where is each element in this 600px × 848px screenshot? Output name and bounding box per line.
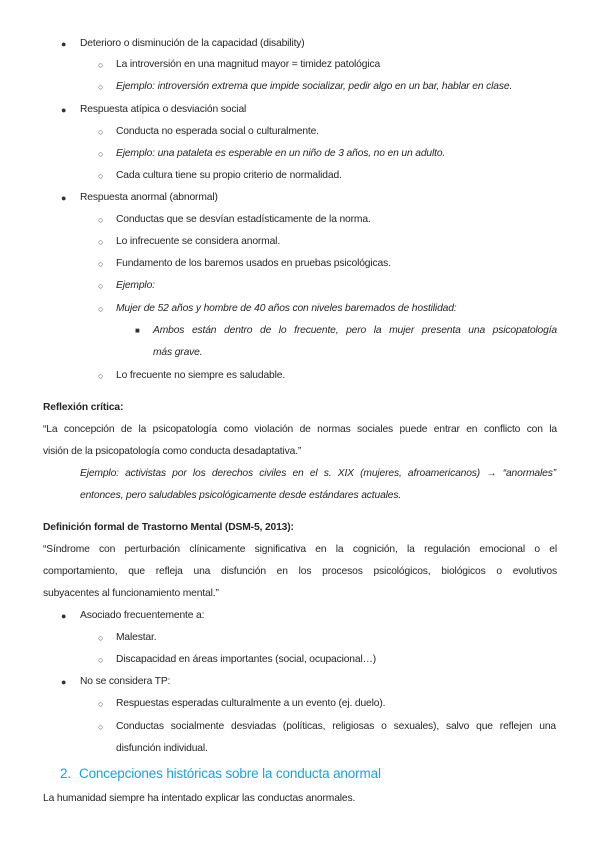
list-item-example: Mujer de 52 años y hombre de 40 años con niveles baremados de hostilidad: [116,303,457,314]
bullet-level2: ○ [98,60,104,70]
bullet-level2: ○ [98,371,104,381]
list-item: Deterioro o disminución de la capacidad (disability) [80,38,305,49]
list-item: No se considera TP: [80,676,171,687]
text-line: entonces, pero saludables psicológicamente desde estándares actuales. [80,490,402,501]
list-item: Asociado frecuentemente a: [80,610,205,621]
list-item: Respuesta anormal (abnormal) [80,192,218,203]
bullet-level2: ○ [98,655,104,665]
bullet-level2: ○ [98,281,104,291]
text-line: “La concepción de la psicopatología como violación de normas sociales puede entrar en conflicto con la [43,424,557,435]
text-line: más grave. [153,347,203,358]
section-heading [60,765,381,783]
text-line: disfunción individual. [116,743,208,754]
bullet-level2: ○ [98,237,104,247]
bullet-level1: ● [61,193,67,203]
bullet-level2: ○ [98,304,104,314]
bullet-level2: ○ [98,699,104,709]
list-item: Lo frecuente no siempre es saludable. [116,370,286,381]
list-item: Respuestas esperadas culturalmente a un evento (ej. duelo). [116,698,386,709]
text-line: Ejemplo: activistas por los derechos civiles en el s. XIX (mujeres, afroamericanos) → “anormales” [80,468,556,479]
list-item: Cada cultura tiene su propio criterio de normalidad. [116,170,342,181]
list-item: Conducta no esperada social o culturalmente. [116,126,319,137]
reflexion-quote [43,423,557,437]
bullet-level1: ● [61,105,67,115]
bullet-level1: ● [61,611,67,621]
list-item: La introversión en una magnitud mayor = timidez patológica [116,59,381,70]
bullet-level1: ● [61,39,67,49]
section-number: 2. [60,766,71,781]
text-line: visión de la psicopatología como conducta desadaptativa.” [43,446,302,457]
bullet-level2: ○ [98,215,104,225]
bullet-level3: ■ [135,326,140,335]
definicion-heading: Definición formal de Trastorno Mental (DSM-5, 2013): [43,522,294,533]
list-item-example: Ejemplo: una pataleta es esperable en un niño de 3 años, no en un adulto. [116,148,446,159]
list-item-example: Ejemplo: [116,280,155,291]
definicion-quote [43,565,557,579]
definicion-quote [43,543,557,557]
bullet-level2: ○ [98,633,104,643]
bullet-level2: ○ [98,722,104,732]
text-line: Ambos están dentro de lo frecuente, pero la mujer presenta una psicopatología [153,325,557,336]
bullet-level2: ○ [98,82,104,92]
list-item: Fundamento de los baremos usados en pruebas psicológicas. [116,258,391,269]
text-line: comportamiento, que refleja una disfunción en los procesos psicológicos, biológicos o evolutivos [43,566,557,577]
list-item: Conductas que se desvían estadísticamente de la norma. [116,214,371,225]
list-item-example [153,324,557,338]
text-line: Conductas socialmente desviadas (políticas, religiosas o sexuales), salvo que reflejen una [116,721,556,732]
list-item: Lo infrecuente se considera anormal. [116,236,281,247]
reflexion-example [80,467,556,481]
text-line: “Síndrome con perturbación clínicamente significativa en la cognición, la regulación emocional o el [43,544,557,555]
bullet-level2: ○ [98,259,104,269]
bullet-level2: ○ [98,127,104,137]
reflexion-heading: Reflexión crítica: [43,402,124,413]
list-item: Malestar. [116,632,157,643]
section-intro: La humanidad siempre ha intentado explicar las conductas anormales. [43,793,356,804]
bullet-level2: ○ [98,171,104,181]
text-line: subyacentes al funcionamiento mental.” [43,588,219,599]
list-item [116,720,556,734]
bullet-level2: ○ [98,149,104,159]
list-item-example: Ejemplo: introversión extrema que impide socializar, pedir algo en un bar, hablar en clase. [116,81,513,92]
section-title: Concepciones históricas sobre la conducta anormal [78,766,381,781]
bullet-level1: ● [61,677,67,687]
list-item: Respuesta atípica o desviación social [80,104,247,115]
list-item: Discapacidad en áreas importantes (social, ocupacional…) [116,654,377,665]
